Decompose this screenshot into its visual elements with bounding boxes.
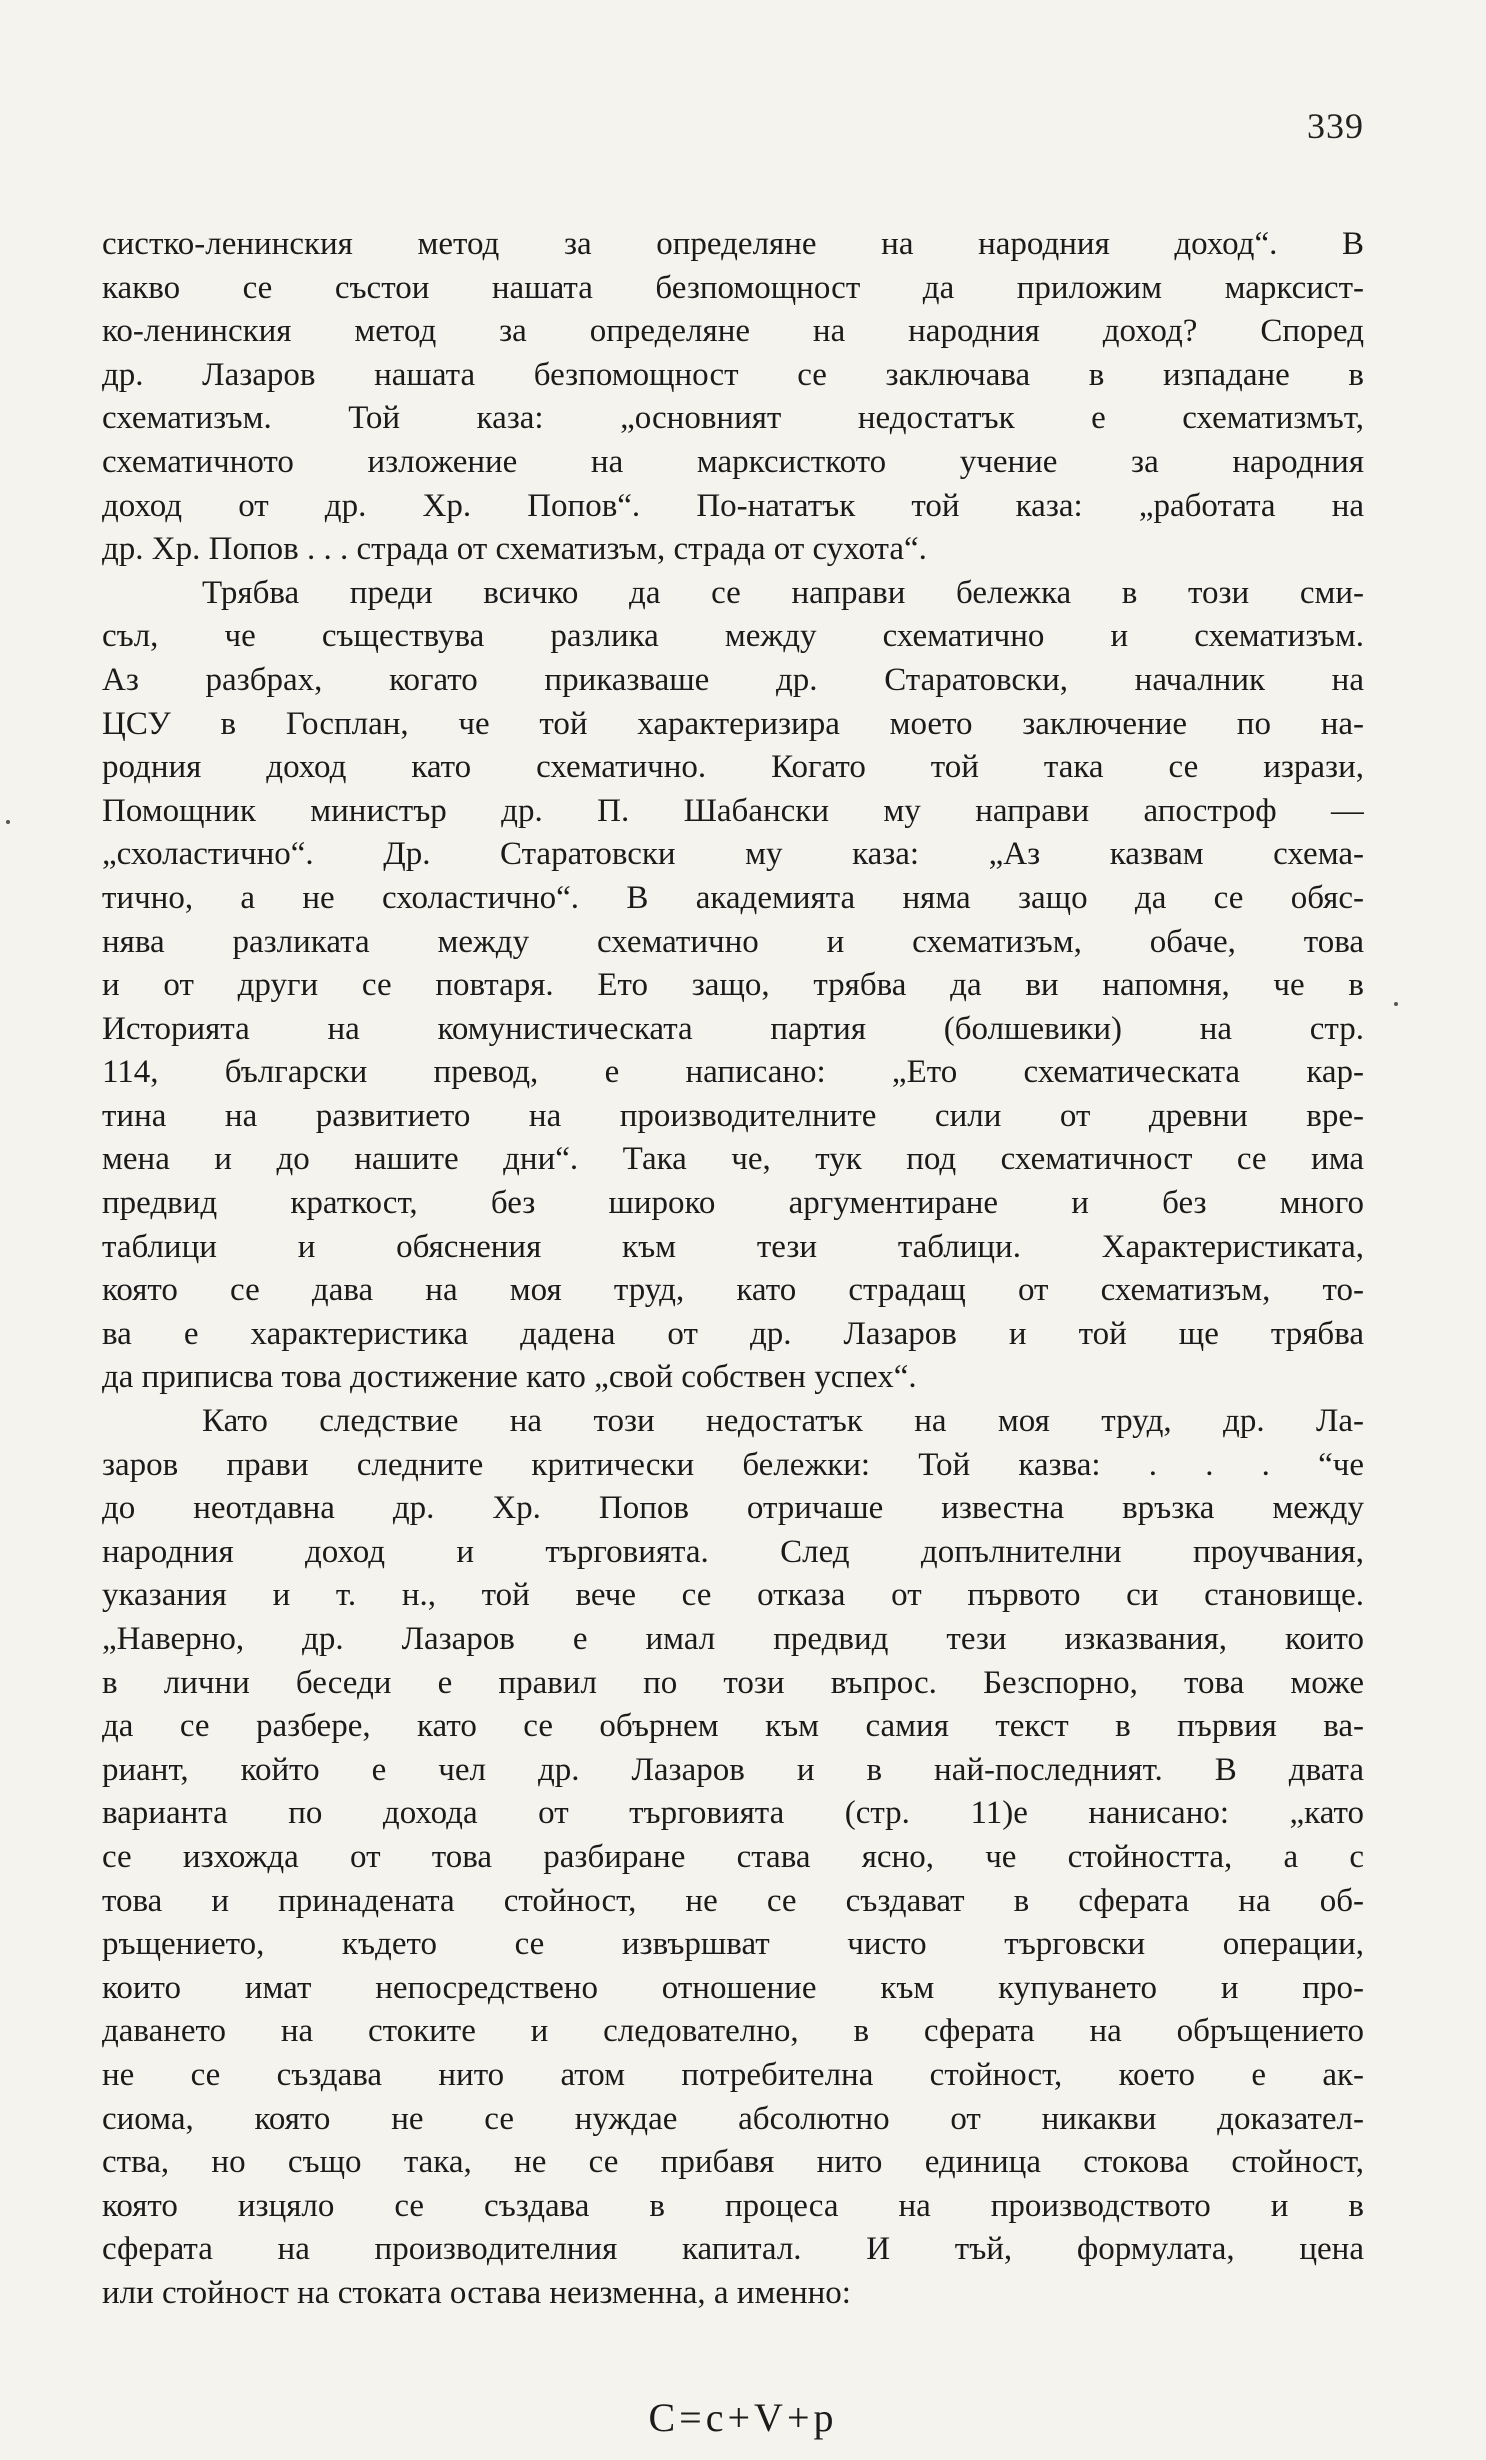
text-line: „схоластично“. Др. Старатовски му каза: „Аз казвам схема- — [102, 836, 1364, 873]
text-line: заров прави следните критически бележки: Той казва: . . . “че — [102, 1446, 1364, 1483]
text-line: сферата на производителния капитал. И тъй, формулата, цена — [102, 2231, 1364, 2268]
text-line: риант, който е чел др. Лазаров и в най-последният. В двата — [102, 1751, 1364, 1788]
text-line: Като следствие на този недостатък на моя труд, др. Ла- — [202, 1403, 1364, 1440]
text-line: систко-ленинския метод за определяне на народния доход“. В — [102, 226, 1364, 262]
text-line: тина на развитието на производителните сили от древни вре- — [102, 1097, 1364, 1134]
text-line: мена и до нашите дни“. Така че, тук под схематичност се има — [102, 1141, 1364, 1178]
text-line: Историята на комунистическата партия (болшевики) на стр. — [102, 1010, 1364, 1047]
text-line: нява разликата между схематично и схематизъм, обаче, това — [102, 923, 1364, 960]
text-line: или стойност на стоката остава неизменна, а именно: — [102, 2274, 851, 2311]
text-line: какво се състои нашата безпомощност да приложим марксист- — [102, 269, 1364, 306]
text-line: ва е характеристика дадена от др. Лазаров и той ще трябва — [102, 1315, 1364, 1352]
margin-mark — [1394, 1002, 1398, 1006]
text-line: указания и т. н., той вече се отказа от първото си становище. — [102, 1577, 1364, 1614]
text-line: доход от др. Хр. Попов“. По-нататък той каза: „работата на — [102, 487, 1364, 524]
text-line: която се дава на моя труд, като страдащ от схематизъм, то- — [102, 1272, 1364, 1309]
text-line: родния доход като схематично. Когато той така се изрази, — [102, 749, 1364, 786]
text-line: схематизъм. Той каза: „основният недостатък е схематизмът, — [102, 400, 1364, 437]
text-line: таблици и обяснения към тези таблици. Характеристиката, — [102, 1228, 1364, 1265]
text-line: тично, а не схоластично“. В академията няма защо да се обяс- — [102, 879, 1364, 916]
text-line: до неотдавна др. Хр. Попов отричаше известна връзка между — [102, 1490, 1364, 1527]
text-line: ръщението, където се извършват чисто търговски операции, — [102, 1926, 1364, 1963]
text-line: варианта по дохода от търговията (стр. 11)е нанисано: „като — [102, 1795, 1364, 1832]
text-line: др. Хр. Попов . . . страда от схематизъм, страда от сухота“. — [102, 531, 927, 568]
text-line: даването на стоките и следователно, в сферата на обръщението — [102, 2013, 1364, 2050]
text-line: 114, български превод, е написано: „Ето схематическата кар- — [102, 1054, 1364, 1091]
text-line: да се разбере, като се обърнем към самия текст в първия ва- — [102, 1708, 1364, 1745]
text-line: това и принадената стойност, не се създават в сферата на об- — [102, 1882, 1364, 1919]
text-line: в лични беседи е правил по този въпрос. Безспорно, това може — [102, 1664, 1364, 1701]
formula: С=c+V+p — [648, 2395, 838, 2440]
text-line: ко-ленинския метод за определяне на народния доход? Според — [102, 313, 1364, 350]
text-line: съл, че съществува разлика между схематично и схематизъм. — [102, 618, 1364, 655]
text-line: сиома, която не се нуждае абсолютно от никакви доказател- — [102, 2100, 1364, 2137]
text-line: не се създава нито атом потребителна стойност, което е ак- — [102, 2056, 1364, 2093]
margin-mark — [6, 820, 10, 824]
text-line: др. Лазаров нашата безпомощност се заключава в изпадане в — [102, 356, 1364, 393]
text-line: Трябва преди всичко да се направи бележка в този сми- — [202, 574, 1364, 611]
text-line: „Наверно, др. Лазаров е имал предвид тези изказвания, които — [102, 1621, 1364, 1657]
text-line: схематичното изложение на марксисткото учение за народния — [102, 443, 1364, 480]
page-number: 339 — [1307, 106, 1364, 146]
text-line: и от други се повтаря. Ето защо, трябва да ви напомня, че в — [102, 967, 1364, 1004]
text-line: народния доход и търговията. След допълнителни проучвания, — [102, 1533, 1364, 1570]
body-text — [102, 223, 1364, 2316]
text-line: предвид краткост, без широко аргументиране и без много — [102, 1185, 1364, 1222]
text-line: която изцяло се създава в процеса на производството и в — [102, 2187, 1364, 2224]
text-line: ства, но също така, не се прибавя нито единица стокова стойност, — [102, 2144, 1364, 2181]
text-line: да приписва това достижение като „свой собствен успех“. — [102, 1359, 917, 1396]
text-line: Аз разбрах, когато приказваше др. Старатовски, началник на — [102, 661, 1364, 698]
text-line: които имат непосредствено отношение към купуването и про- — [102, 1969, 1364, 2006]
text-line: Помощник министър др. П. Шабански му направи апостроф — — [102, 792, 1364, 829]
text-line: ЦСУ в Госплан, че той характеризира моето заключение по на- — [102, 705, 1364, 742]
text-line: се изхожда от това разбиране става ясно, че стойността, а с — [102, 1838, 1364, 1875]
